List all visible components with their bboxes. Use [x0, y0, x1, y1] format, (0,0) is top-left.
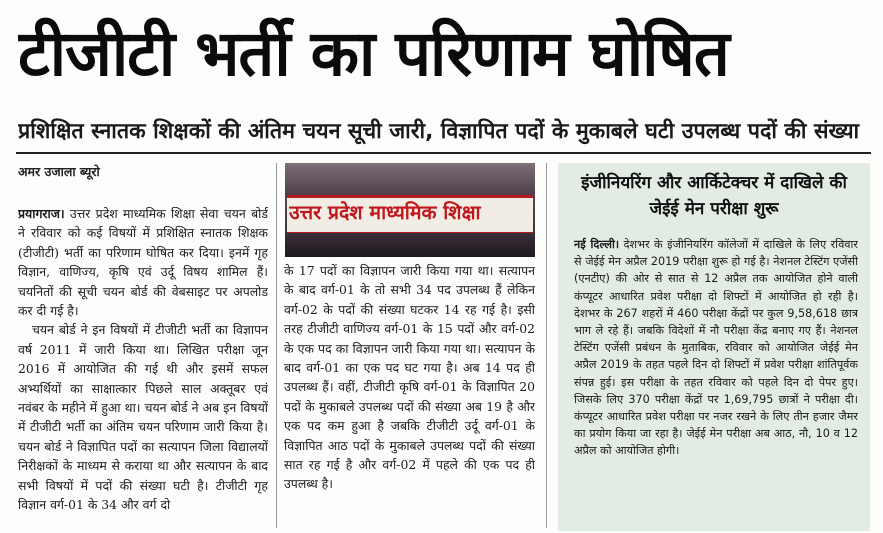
article-paragraph: के 17 पदों का विज्ञापन जारी किया गया था। सत्यापन के बाद वर्ग-01 के तो सभी 34 पद उपलब्ध हैं लेकिन वर्ग-02 के पदों की संख्या घटकर 14 रह गई है। इसी तरह टीजीटी वाणिज्य वर्ग-01 के 15 पदों और वर्ग-02 के एक पद का विज्ञापन जारी किया गया था। सत्यापन के बाद वर्ग-01 का एक पद घट गया है। अब 14 पद ही उपलब्ध हैं। वहीं, टीजीटी कृषि वर्ग-01 के विज्ञापित 20 पदों के मुकाबले उपलब्ध पदों की संख्या अब 19 है और एक पद कम हुआ है जबकि टीजीटी उर्दू वर्ग-01 के विज्ञापित आठ पदों के मुकाबले उपलब्ध पदों की संख्या सात रह गई है और वर्ग-02 में पहले की एक पद ही उपलब्ध है। [284, 263, 535, 492]
sidebar-body: देशभर के इंजीनियरिंग कॉलेजों में दाखिले के लिए रविवार से जेईई मेन अप्रैल 2019 परीक्षा शुरू हो गई है। नेशनल टेस्टिंग एजेंसी (एनटीए) की ओर से सात से 12 अप्रैल तक आयोजित होने वाली कंप्यूटर आधारित प्रवेश परीक्षा दो शिफ्टों में आयोजित हो रही है। देशभर के 267 शहरों में 460 परीक्षा केंद्रों पर कुल 9,58,618 छात्र भाग ले रहे हैं। जबकि विदेशों में नौ परीक्षा केंद्र बनाए गए हैं। नेशनल टेस्टिंग एजेंसी प्रबंधन के मुताबिक, रविवार को आयोजित जेईई मेन अप्रैल 2019 के तहत पहले दिन दो शिफ्टों में प्रवेश परीक्षा शांतिपूर्वक संपन्न हुई। इस परीक्षा के तहत रविवार को पहले दिन दो पेपर हुए। जिसके लिए 370 परीक्षा केंद्रों पर 1,69,795 छात्रों ने परीक्षा दी। कंप्यूटर आधारित प्रवेश परीक्षा पर नजर रखने के लिए तीन हजार जैमर का प्रयोग किया जा रहा है। जेईई मेन परीक्षा अब आठ, नौ, 10 व 12 अप्रैल को आयोजित होगी। [574, 238, 858, 458]
article-paragraph [18, 204, 268, 320]
column-divider [546, 163, 547, 528]
sidebar-dateline: नई दिल्ली। [574, 238, 620, 251]
paragraph-text: उत्तर प्रदेश माध्यमिक शिक्षा सेवा चयन बोर्ड ने रविवार को कई विषयों में प्रशिक्षित स्नातक शिक्षक (टीजीटी) भर्ती का परिणाम घोषित कर दिया। इनमें गृह विज्ञान, वाणिज्य, कृषि एवं उर्दू विषय शामिल हैं। चयनितों की सूची चयन बोर्ड की वेबसाइट पर अपलोड कर दी गई है। [18, 206, 268, 319]
photo-building [285, 233, 535, 257]
column-divider [276, 163, 277, 528]
sidebar-title: इंजीनियरिंग और आर्किटेक्चर में दाखिले की जेईई मेन परीक्षा शुरू [581, 173, 847, 219]
subheadline: प्रशिक्षित स्नातक शिक्षकों की अंतिम चयन सूची जारी, विज्ञापित पदों के मुकाबले घटी उपलब्ध पदों की संख्या [18, 119, 860, 144]
byline: अमर उजाला ब्यूरो [18, 164, 100, 179]
dateline: प्रयागराज। [18, 206, 65, 221]
sidebar-article [574, 236, 858, 526]
article-paragraph: चयन बोर्ड ने इन विषयों में टीजीटी भर्ती का विज्ञापन वर्ष 2011 में जारी किया था। लिखित परीक्षा जून 2016 में आयोजित की गई थी और इसमें सफल अभ्यर्थियों का साक्षात्कार पिछले साल अक्तूबर एवं नवंबर के महीने में हुआ था। चयन बोर्ड ने अब इन विषयों में टीजीटी भर्ती का अंतिम चयन परिणाम जारी किया है। चयन बोर्ड ने विज्ञापित पदों का सत्यापन जिला विद्यालयों निरीक्षकों के माध्यम से कराया था और सत्यापन के बाद सभी विषयों में पदों की संख्या घटी है। टीजीटी गृह विज्ञान वर्ग-01 के 34 और वर्ग दो [18, 322, 268, 513]
photo-background [285, 163, 535, 197]
signboard-text: उत्तर प्रदेश माध्यमिक शिक्षा [289, 201, 481, 224]
board-office-photo [285, 163, 535, 257]
article-column-1 [18, 204, 268, 532]
header-rule [16, 152, 871, 154]
article-column-2 [284, 261, 535, 531]
headline: टीजीटी भर्ती का परिणाम घोषित [18, 17, 729, 90]
